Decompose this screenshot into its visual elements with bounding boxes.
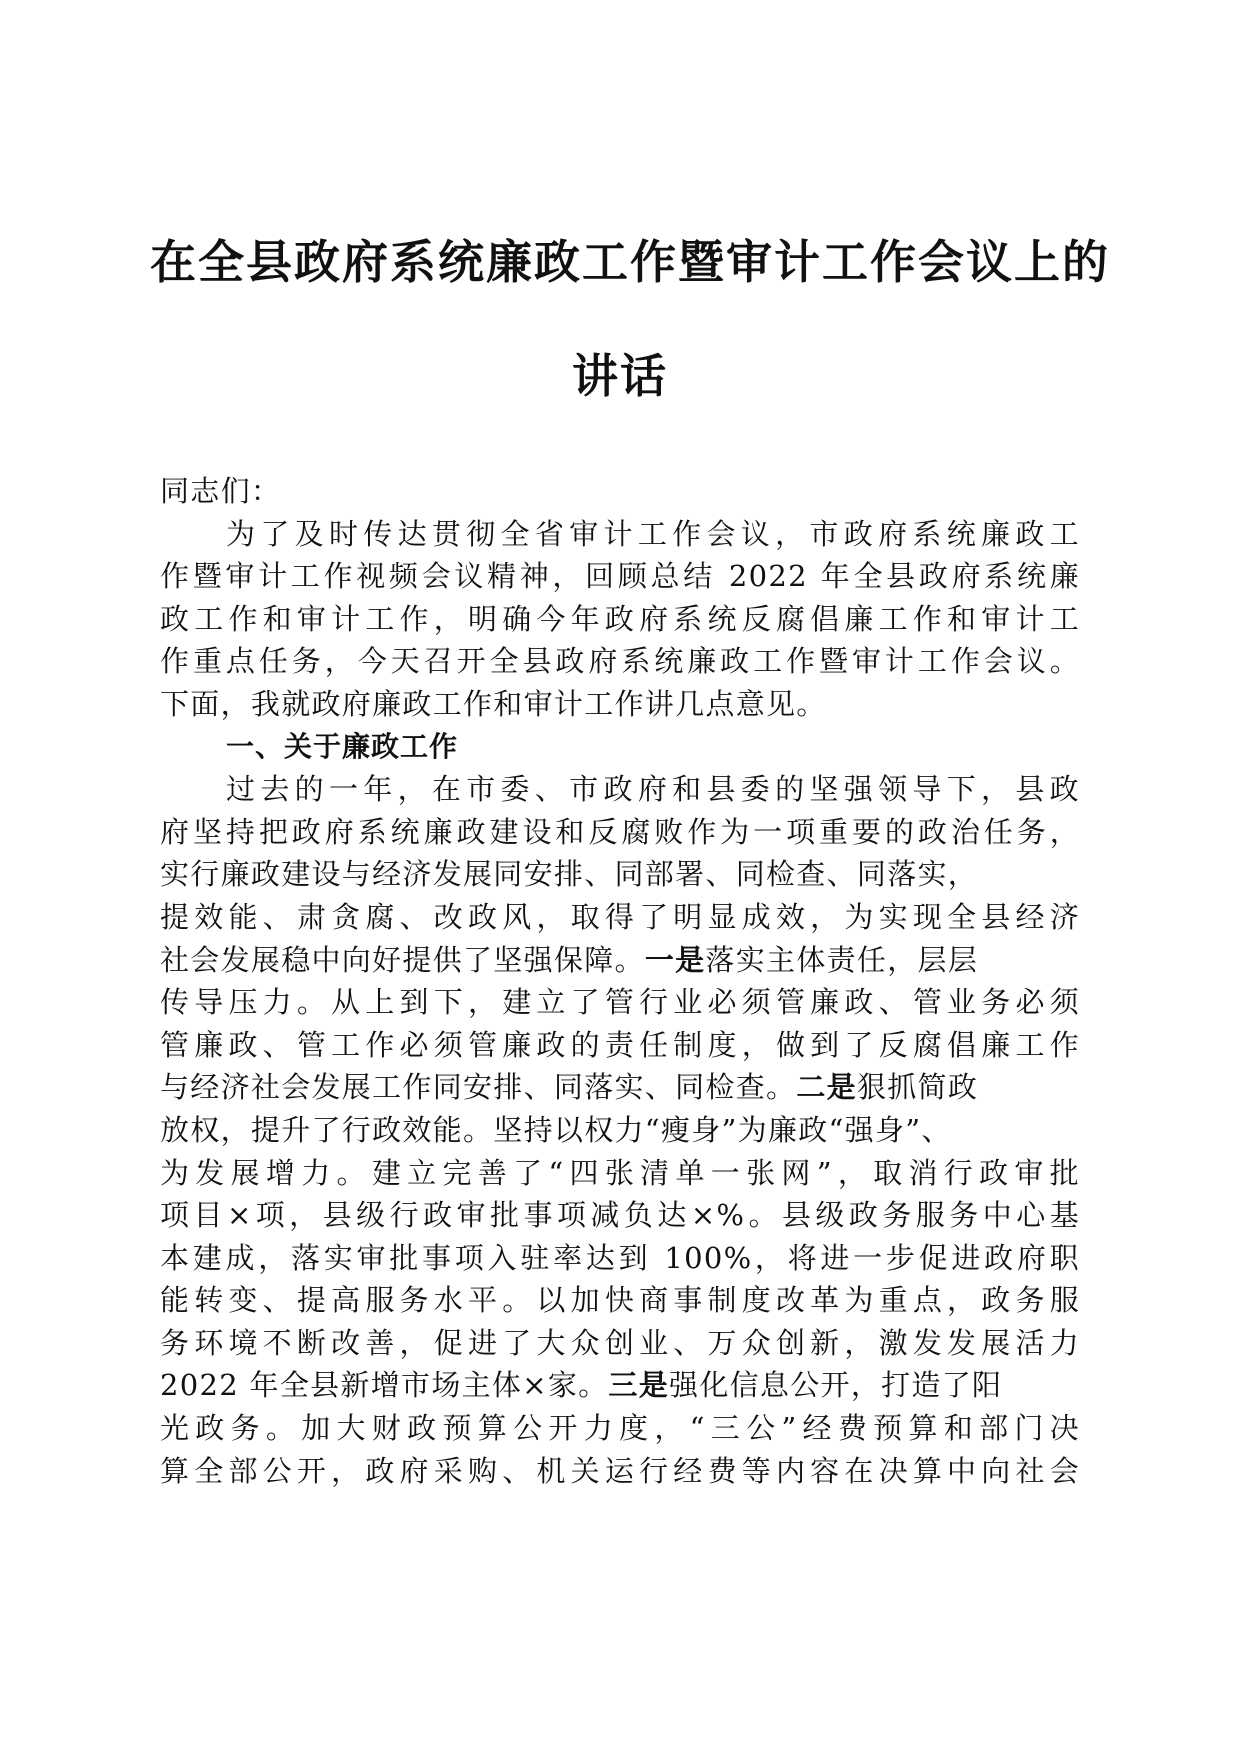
paragraph-line — [160, 939, 1080, 982]
paragraph-line: 光政务。加大财政预算公开力度，“三公”经费预算和部门决 — [160, 1411, 1080, 1446]
paragraph-line: 过去的一年，在市委、市政府和县委的坚强领导下，县政 — [226, 772, 1080, 807]
paragraph-line — [160, 1066, 1080, 1109]
document-title-line-2: 讲话 — [572, 349, 668, 403]
document-body — [160, 470, 1080, 1492]
paragraph-line: 本建成，落实审批事项入驻率达到 100%，将进一步促进政府职 — [160, 1240, 1080, 1275]
paragraph-line: 能转变、提高服务水平。以加快商事制度改革为重点，政务服 — [160, 1283, 1080, 1318]
line-text: 2022 年全县新增市场主体×家。 — [160, 1368, 609, 1403]
paragraph-line: 传导压力。从上到下，建立了管行业必须管廉政、管业务必须 — [160, 985, 1080, 1020]
paragraph-line: 为了及时传达贯彻全省审计工作会议，市政府系统廉政工 — [226, 516, 1080, 551]
line-text: 落实主体责任，层层 — [705, 942, 979, 977]
paragraph-line: 务环境不断改善，促进了大众创业、万众创新，激发发展活力 — [160, 1325, 1080, 1360]
paragraph-line: 管廉政、管工作必须管廉政的责任制度，做到了反腐倡廉工作 — [160, 1027, 1080, 1062]
paragraph-line: 提效能、肃贪腐、改政风，取得了明显成效，为实现全县经济 — [160, 899, 1080, 934]
paragraph-line: 放权，提升了行政效能。坚持以权力“瘦身”为廉政“强身”、 — [160, 1112, 952, 1147]
paragraph-line: 为发展增力。建立完善了“四张清单一张网”，取消行政审批 — [160, 1155, 1080, 1190]
line-text: 与经济社会发展工作同安排、同落实、同检查。 — [160, 1070, 797, 1105]
line-text: 强化信息公开，打造了阳 — [669, 1368, 1003, 1403]
paragraph-line: 实行廉政建设与经济发展同安排、同部署、同检查、同落实， — [160, 857, 979, 892]
document-title-line-1: 在全县政府系统廉政工作暨审计工作会议上的 — [150, 235, 1110, 289]
paragraph-line: 下面，我就政府廉政工作和审计工作讲几点意见。 — [160, 686, 827, 721]
section-heading: 一、关于廉政工作 — [226, 729, 459, 763]
paragraph-line: 作重点任务，今天召开全县政府系统廉政工作暨审计工作会议。 — [160, 644, 1080, 679]
line-text: 狠抓简政 — [856, 1070, 979, 1105]
paragraph-line — [160, 1364, 1080, 1407]
paragraph-line: 政工作和审计工作，明确今年政府系统反腐倡廉工作和审计工 — [160, 601, 1080, 636]
emphasis-text: 二是 — [796, 1070, 857, 1105]
line-text: 社会发展稳中向好提供了坚强保障。 — [160, 942, 645, 977]
paragraph-line: 作暨审计工作视频会议精神，回顾总结 2022 年全县政府系统廉 — [160, 559, 1080, 594]
salutation: 同志们： — [160, 474, 282, 508]
emphasis-text: 三是 — [608, 1368, 670, 1403]
paragraph-line: 项目×项，县级行政审批事项减负达×%。县级政务服务中心基 — [160, 1198, 1080, 1233]
paragraph-line: 算全部公开，政府采购、机关运行经费等内容在决算中向社会 — [160, 1453, 1080, 1488]
emphasis-text: 一是 — [644, 942, 706, 977]
paragraph-line: 府坚持把政府系统廉政建设和反腐败作为一项重要的政治任务， — [160, 814, 1080, 849]
